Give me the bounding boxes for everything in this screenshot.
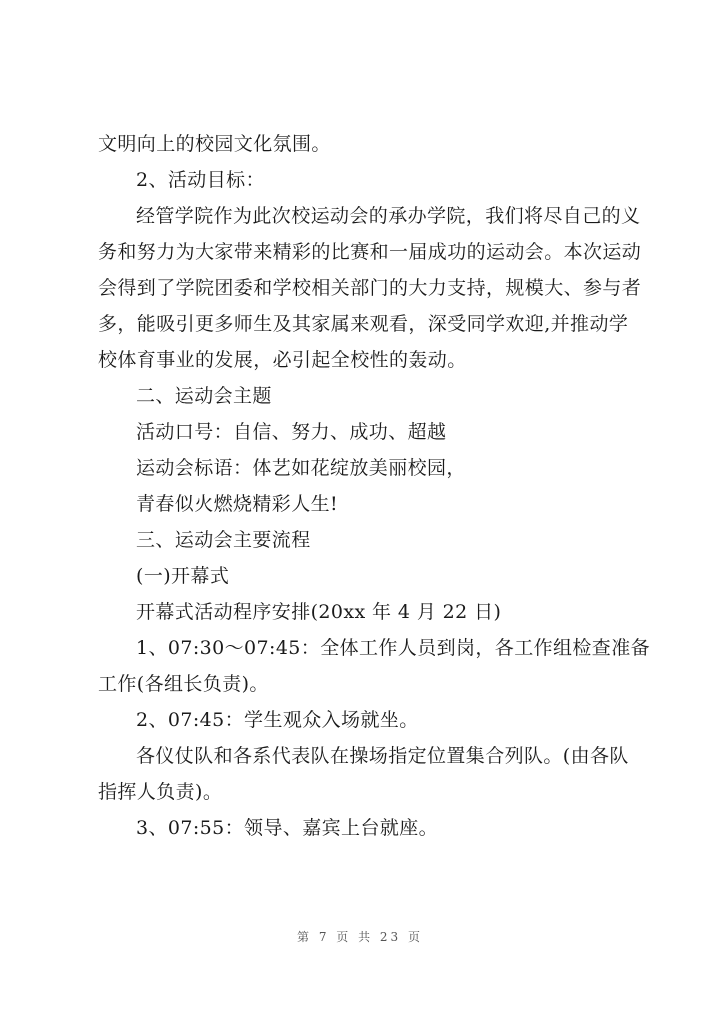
text-line: 2、07:45：学生观众入场就坐。 xyxy=(136,709,419,731)
text-line: 运动会标语：体艺如花绽放美丽校园， xyxy=(136,457,466,479)
section-heading: 二、运动会主题 xyxy=(136,385,272,407)
text-line: 各仪仗队和各系代表队在操场指定位置集合列队。(由各队 xyxy=(136,745,629,767)
text-line: 2、活动目标： xyxy=(136,169,265,191)
text-line: 多，能吸引更多师生及其家属来观看，深受同学欢迎,并推动学 xyxy=(98,313,629,335)
text-line: 会得到了学院团委和学校相关部门的大力支持，规模大、参与者 xyxy=(98,277,642,299)
page-number-footer: 第 7 页 共 23 页 xyxy=(297,930,423,944)
text-line: 活动口号：自信、努力、成功、超越 xyxy=(136,421,447,443)
text-line: 1、07:30～07:45：全体工作人员到岗，各工作组检查准备 xyxy=(136,637,650,659)
subsection-heading: (一)开幕式 xyxy=(136,565,230,587)
text-line: 指挥人负责)。 xyxy=(98,781,223,803)
text-line: 文明向上的校园文化氛围。 xyxy=(98,133,331,155)
text-line: 经管学院作为此次校运动会的承办学院，我们将尽自己的义 xyxy=(136,205,641,227)
section-heading: 三、运动会主要流程 xyxy=(136,529,311,551)
text-line: 工作(各组长负责)。 xyxy=(98,673,269,695)
text-line: 3、07:55：领导、嘉宾上台就座。 xyxy=(136,817,439,839)
text-line: 青春似火燃烧精彩人生! xyxy=(136,493,339,515)
text-line: 开幕式活动程序安排(20xx 年 4 月 22 日) xyxy=(136,601,502,623)
document-body xyxy=(98,126,650,846)
text-line: 校体育事业的发展，必引起全校性的轰动。 xyxy=(98,349,467,371)
text-line: 务和努力为大家带来精彩的比赛和一届成功的运动会。本次运动 xyxy=(98,241,642,263)
